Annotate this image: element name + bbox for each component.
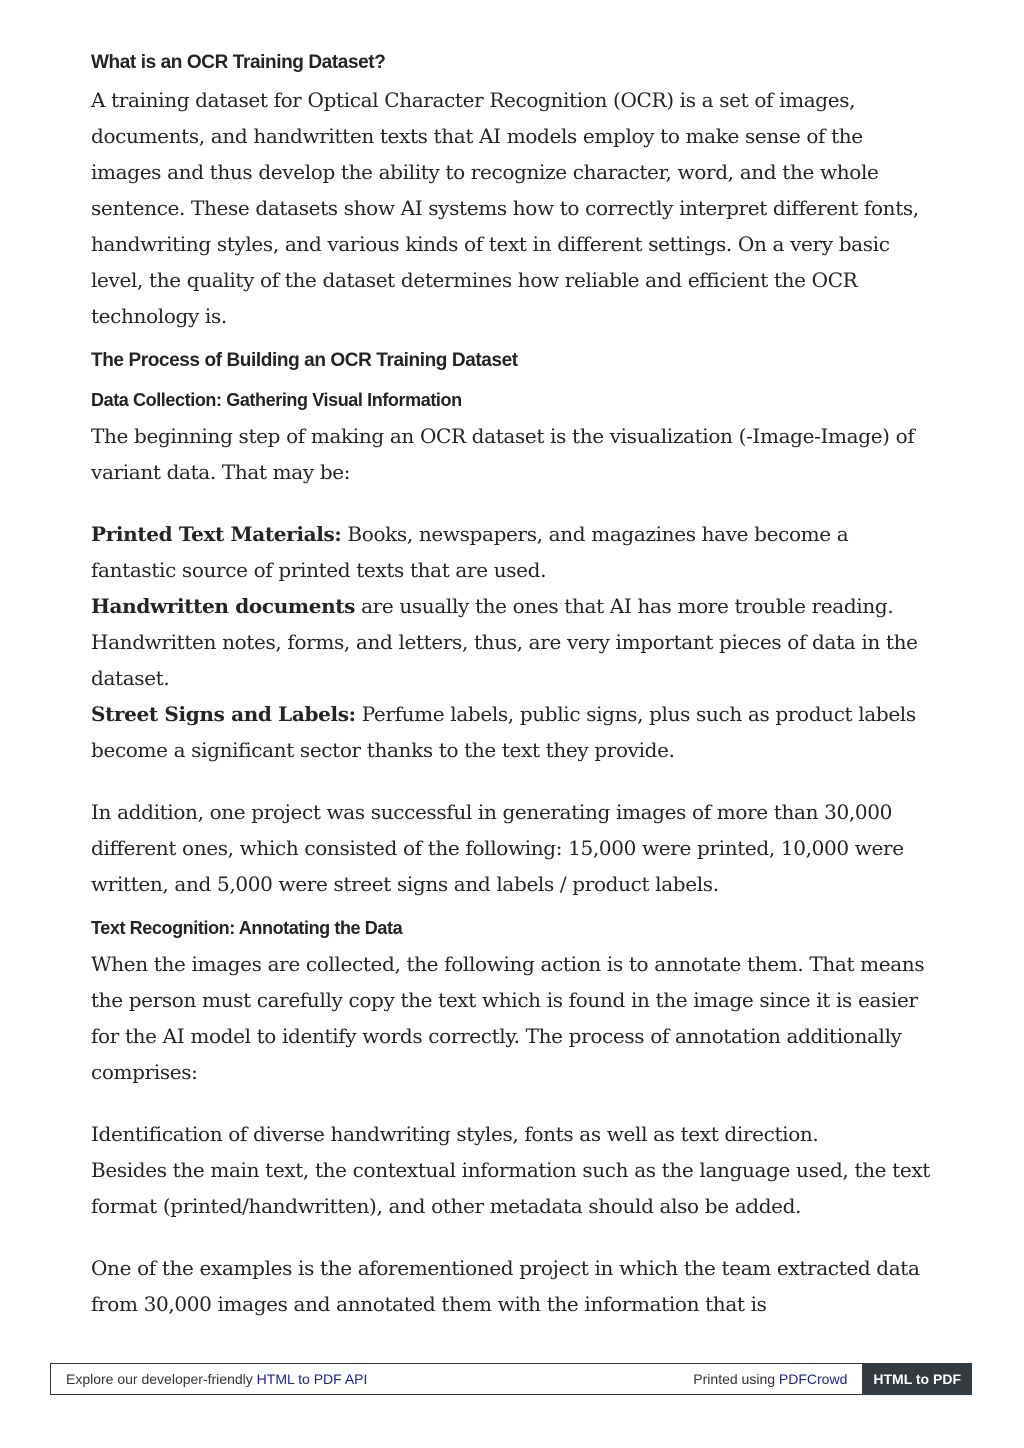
- footer-printed-text: Printed using: [693, 1371, 779, 1387]
- heading-text-recognition: Text Recognition: Annotating the Data: [91, 918, 403, 938]
- list-item-street-signs: [91, 696, 936, 768]
- paragraph-addition: In addition, one project was successful in generating images of more than 30,000 different ones, which consisted of the following: 15,000 were printed, 10,000 were written, and 5,000 were street signs and labels / product labels.: [91, 800, 904, 896]
- html-to-pdf-badge[interactable]: HTML to PDF: [862, 1363, 972, 1395]
- list-item-printed: [91, 516, 936, 588]
- heading-what-is-ocr-dataset: What is an OCR Training Dataset?: [91, 52, 386, 73]
- list-item-handwritten-label: Handwritten documents: [91, 594, 356, 618]
- list-item-street-signs-label: Street Signs and Labels:: [91, 702, 356, 726]
- pdfcrowd-footer: [50, 1363, 972, 1395]
- article-content: [91, 50, 936, 1322]
- paragraph-what-is-ocr-dataset: A training dataset for Optical Character Recognition (OCR) is a set of images, documents, and handwritten texts that AI models employ to make sense of the images and thus develop the ability to recognize character, word, and the whole sentence. These datasets show AI systems how to correctly interpret different fonts, handwriting styles, and various kinds of text in different settings. On a very basic level, the quality of the dataset determines how reliable and efficient the OCR technology is.: [91, 88, 919, 328]
- list-item-street-signs-text: Perfume labels, public signs, plus such as product labels become a significant sector thanks to the text they provide.: [91, 702, 916, 762]
- paragraph-text-recognition: When the images are collected, the following action is to annotate them. That means the person must carefully copy the text which is found in the image since it is easier for the AI model to identify words correctly. The process of annotation additionally comprises:: [91, 952, 925, 1084]
- source-list: [91, 516, 936, 768]
- html-to-pdf-api-link[interactable]: HTML to PDF API: [256, 1371, 368, 1387]
- heading-data-collection: Data Collection: Gathering Visual Information: [91, 390, 462, 410]
- heading-process: The Process of Building an OCR Training Dataset: [91, 350, 518, 371]
- footer-explore-text: Explore our developer-friendly: [66, 1371, 257, 1387]
- paragraph-identification: Identification of diverse handwriting styles, fonts as well as text direction.: [91, 1122, 819, 1146]
- list-item-handwritten: [91, 588, 936, 696]
- annotation-list: [91, 1116, 936, 1224]
- pdfcrowd-link[interactable]: PDFCrowd: [778, 1371, 848, 1387]
- list-item-printed-text: Books, newspapers, and magazines have become a fantastic source of printed texts that are used.: [91, 522, 849, 582]
- list-item-handwritten-text: are usually the ones that AI has more trouble reading. Handwritten notes, forms, and letters, thus, are very important pieces of data in the dataset.: [91, 594, 918, 690]
- footer-printed: [693, 1371, 862, 1387]
- paragraph-contextual-info: Besides the main text, the contextual information such as the language used, the text format (printed/handwritten), and other metadata should also be added.: [91, 1158, 930, 1218]
- list-item-printed-label: Printed Text Materials:: [91, 522, 342, 546]
- paragraph-data-collection: The beginning step of making an OCR dataset is the visualization (-Image-Image) of variant data. That may be:: [91, 424, 915, 484]
- footer-explore: [51, 1371, 693, 1387]
- paragraph-example: One of the examples is the aforementioned project in which the team extracted data from 30,000 images and annotated them with the information that is: [91, 1256, 920, 1316]
